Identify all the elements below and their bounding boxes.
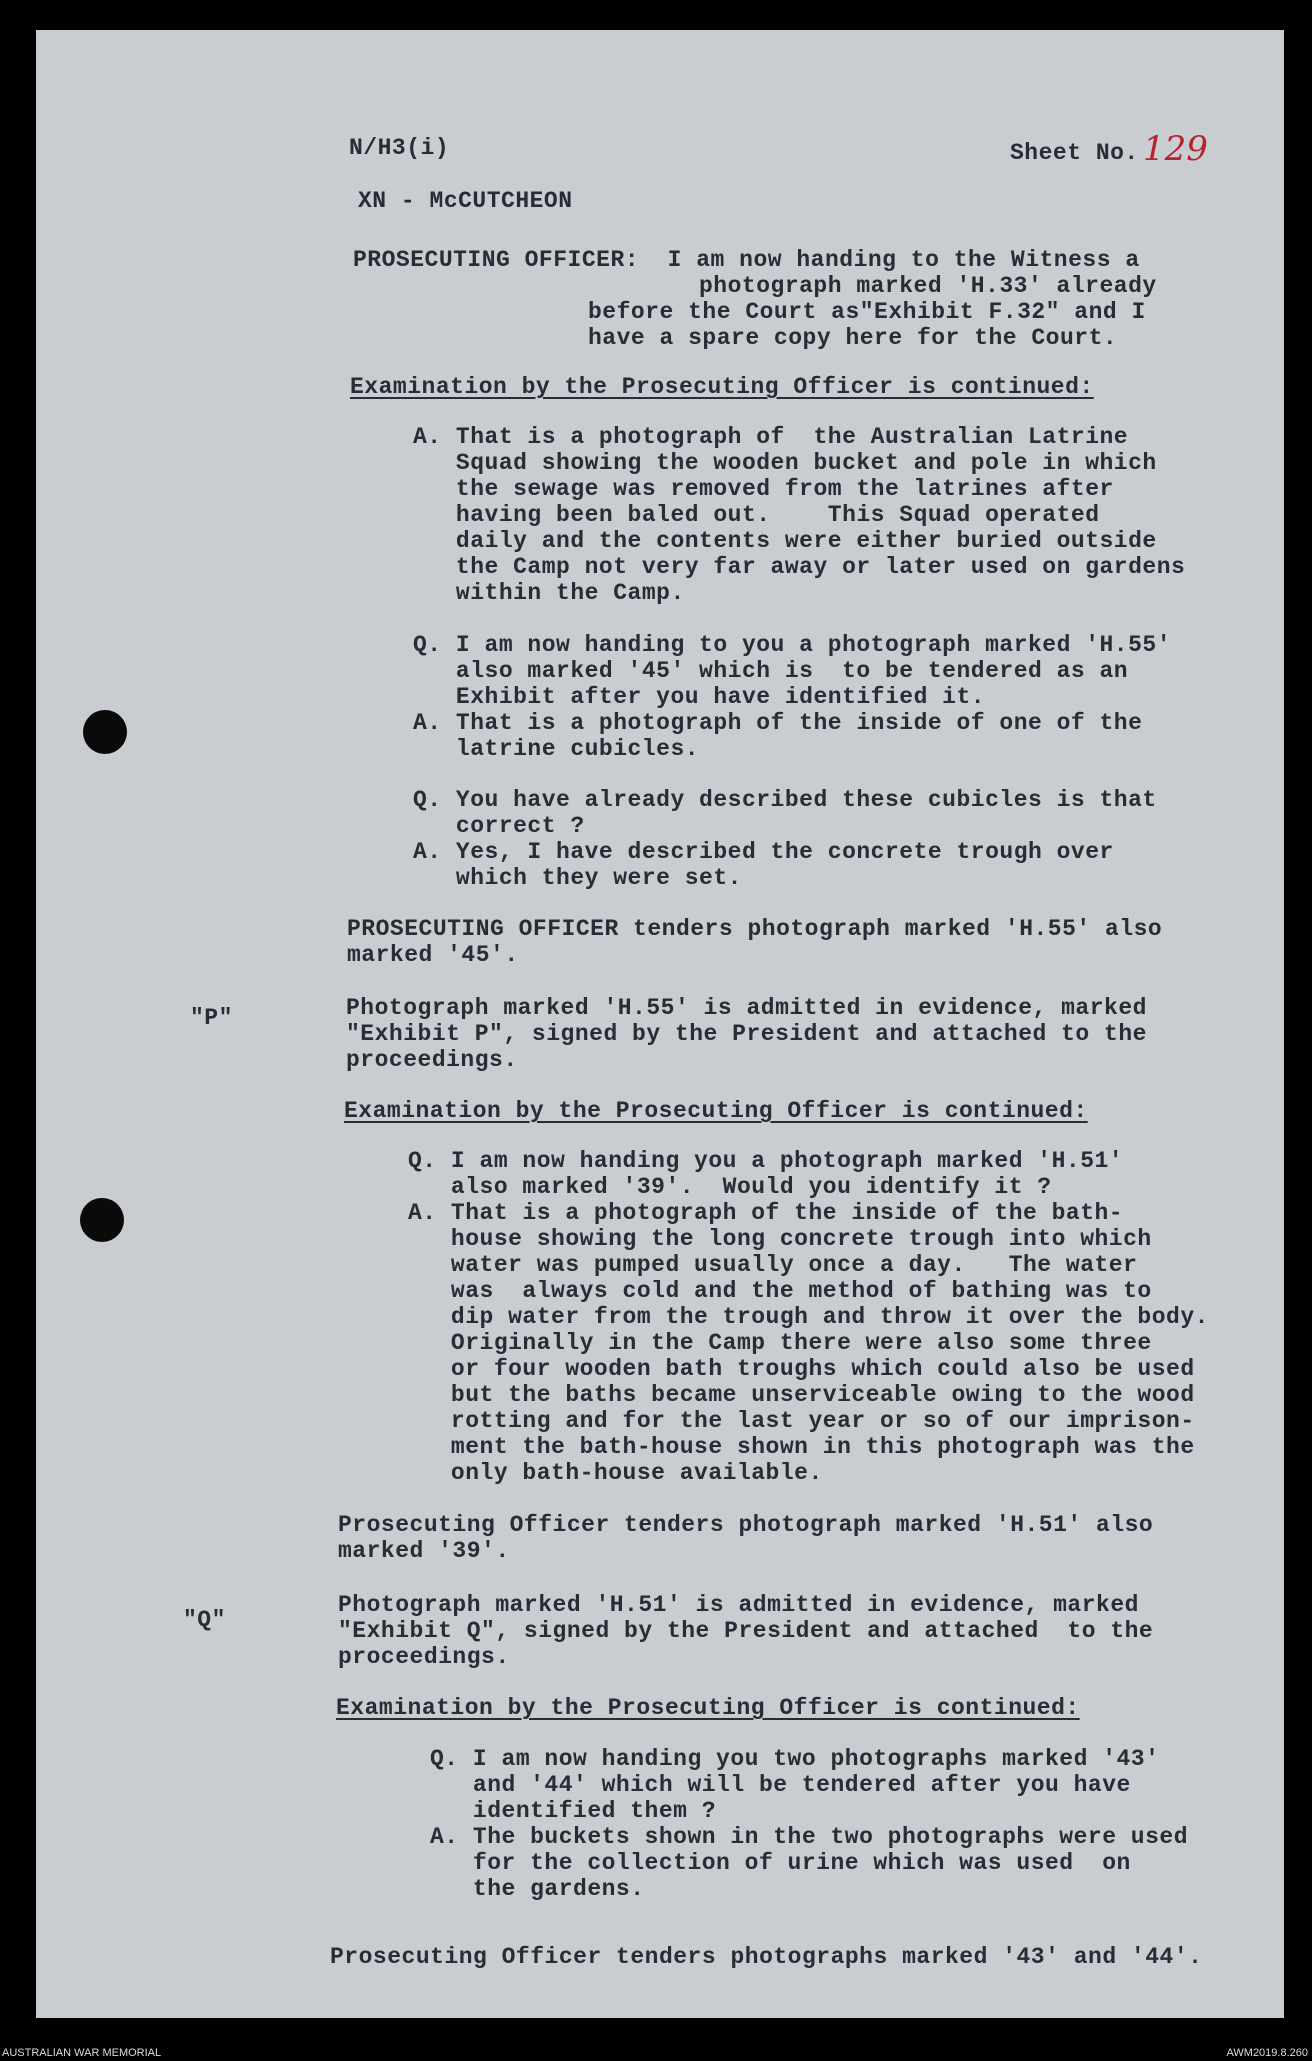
text-line: but the baths became unserviceable owing to the wood [408,1382,1195,1408]
tender-statement: Prosecuting Officer tenders photographs marked '43' and '44'. [330,1944,1203,1970]
text-line: dip water from the trough and throw it over the body. [408,1304,1209,1330]
text-line: Photograph marked 'H.51' is admitted in evidence, marked [338,1592,1139,1618]
text-line: Squad showing the wooden bucket and pole in which [413,450,1157,476]
exhibit-margin-mark: "Q" [183,1607,226,1633]
text-line: photograph marked 'H.33' already [699,273,1157,299]
text-line: water was pumped usually once a day. The water [408,1252,1138,1278]
text-line: daily and the contents were either buried outside [413,528,1157,554]
punch-hole [83,710,127,754]
text-line: A. That is a photograph of the inside of the bath- [408,1200,1124,1226]
section-heading: Examination by the Prosecuting Officer is continued: [336,1695,1080,1721]
text-line: PROSECUTING OFFICER tenders photograph marked 'H.55' also [347,916,1163,942]
text-line: and '44' which will be tendered after you have [430,1772,1131,1798]
text-line: which they were set. [413,865,742,891]
text-line: also marked '45' which is to be tendered as an [413,658,1129,684]
text-line: Prosecuting Officer tenders photograph marked 'H.51' also [338,1512,1154,1538]
text-line: Q. I am now handing to you a photograph marked 'H.55' [413,632,1172,658]
text-line: ment the bath-house shown in this photograph was the [408,1434,1195,1460]
text-line: within the Camp. [413,580,685,606]
text-line: latrine cubicles. [413,736,700,762]
text-line: Photograph marked 'H.55' is admitted in evidence, marked [346,995,1147,1021]
text-line: Q. I am now handing you a photograph marked 'H.51' [408,1148,1124,1174]
text-line: A. That is a photograph of the Australian Latrine [413,424,1129,450]
text-line: A. Yes, I have described the concrete trough over [413,839,1114,865]
text-line: the Camp not very far away or later used on gardens [413,554,1186,580]
text-line: the gardens. [430,1876,645,1902]
section-heading: Examination by the Prosecuting Officer is continued: [344,1098,1088,1124]
text-line: marked '39'. [338,1538,510,1564]
punch-hole [80,1198,124,1242]
text-line: A. That is a photograph of the inside of one of the [413,710,1143,736]
text-line: before the Court as"Exhibit F.32" and I [588,299,1146,325]
text-line: identified them ? [430,1798,717,1824]
text-line: rotting and for the last year or so of our imprison- [408,1408,1195,1434]
text-line: "Exhibit P", signed by the President and attached to the [346,1021,1147,1047]
text-line: Originally in the Camp there were also some three [408,1330,1152,1356]
text-line: or four wooden bath troughs which could also be used [408,1356,1195,1382]
text-line: proceedings. [346,1047,518,1073]
text-line: "Exhibit Q", signed by the President and attached to the [338,1618,1154,1644]
exhibit-margin-mark: "P" [190,1005,233,1031]
text-line: PROSECUTING OFFICER: I am now handing to the Witness a [353,247,1140,273]
text-line: proceedings. [338,1644,510,1670]
text-line: for the collection of urine which was used on [430,1850,1131,1876]
sheet-label: Sheet No. [1010,140,1139,166]
section-heading: Examination by the Prosecuting Officer is continued: [350,374,1094,400]
text-line: marked '45'. [347,942,519,968]
text-line: also marked '39'. Would you identify it ? [408,1174,1052,1200]
footer-accession-number: AWM2019.8.260 [1226,2047,1308,2059]
document-title: XN - McCUTCHEON [358,188,573,214]
sheet-number: 129 [1143,129,1208,169]
text-line: correct ? [413,813,585,839]
footer-credit: AUSTRALIAN WAR MEMORIAL [2,2047,162,2059]
text-line: having been baled out. This Squad operated [413,502,1100,528]
text-line: was always cold and the method of bathing was to [408,1278,1152,1304]
text-line: A. The buckets shown in the two photographs were used [430,1824,1189,1850]
text-line: only bath-house available. [408,1460,823,1486]
text-line: Q. You have already described these cubicles is that [413,787,1157,813]
file-reference: N/H3(i) [349,135,450,161]
text-line: Exhibit after you have identified it. [413,684,986,710]
text-line: the sewage was removed from the latrines after [413,476,1114,502]
text-line: have a spare copy here for the Court. [588,325,1118,351]
text-line: house showing the long concrete trough into which [408,1226,1152,1252]
text-line: Q. I am now handing you two photographs marked '43' [430,1746,1160,1772]
